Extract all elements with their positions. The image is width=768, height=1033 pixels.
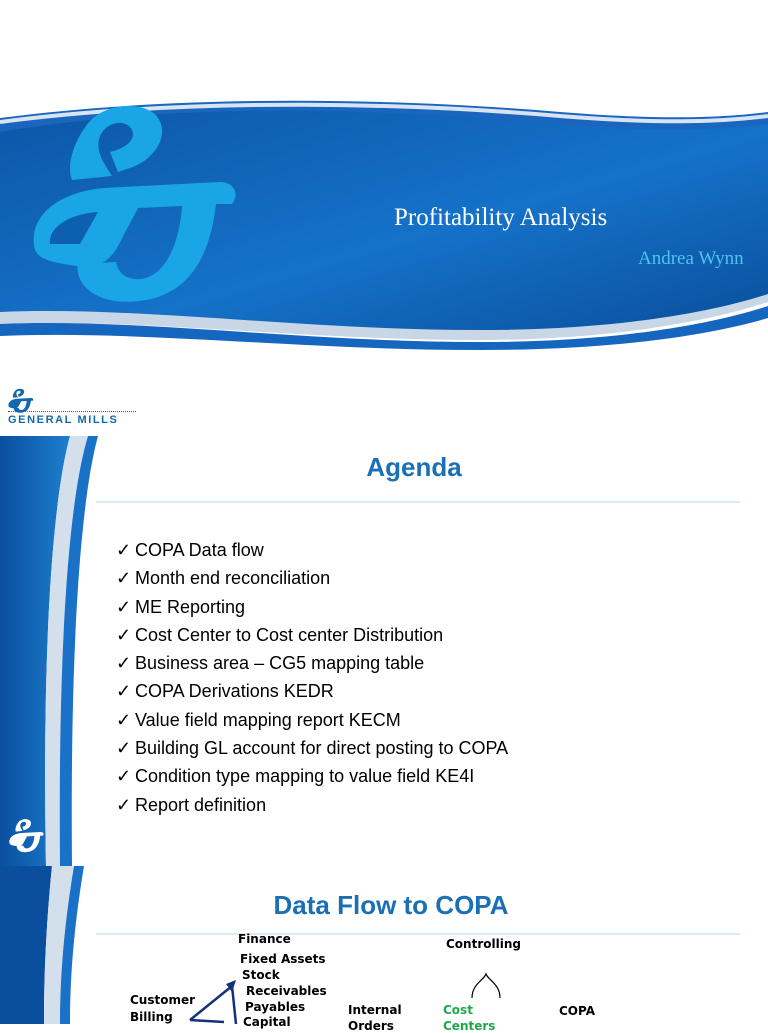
agenda-item: ✓ COPA Derivations KEDR (116, 677, 508, 705)
presentation-title: Profitability Analysis (394, 204, 608, 231)
diagram-label-payables: Payables (245, 1000, 306, 1014)
agenda-item: ✓ COPA Data flow (116, 536, 508, 564)
agenda-item: ✓ Cost Center to Cost center Distribution (116, 621, 508, 649)
diagram-label-centers: Centers (443, 1019, 496, 1033)
checkmark-icon: ✓ (116, 624, 132, 645)
diagram-label-orders: Orders (348, 1019, 394, 1033)
agenda-item: ✓ Month end reconciliation (116, 564, 508, 592)
agenda-item: ✓ ME Reporting (116, 593, 508, 621)
diagram-label-customer: Customer (130, 993, 196, 1007)
data-flow-title: Data Flow to COPA (273, 890, 509, 920)
agenda-title: Agenda (366, 452, 462, 482)
brand-wordmark: GENERAL MILLS (8, 414, 119, 426)
diagram-label-billing: Billing (130, 1010, 173, 1024)
diagram-label-stock: Stock (242, 968, 280, 982)
diagram-label-capital: Capital (243, 1015, 291, 1029)
agenda-item: ✓ Condition type mapping to value field KE4I (116, 762, 508, 790)
checkmark-icon: ✓ (116, 653, 132, 674)
diagram-label-fixed-assets: Fixed Assets (240, 952, 326, 966)
checkmark-icon: ✓ (116, 766, 132, 787)
checkmark-icon: ✓ (116, 794, 132, 815)
flow-arrow-line (232, 986, 236, 1024)
checkmark-icon: ✓ (116, 709, 132, 730)
diagram-label-finance: Finance (238, 932, 291, 946)
presenter-name: Andrea Wynn (638, 248, 744, 269)
diagram-label-copa: COPA (559, 1004, 595, 1018)
controlling-brace-icon (472, 974, 500, 998)
brand-divider (8, 411, 136, 412)
checkmark-icon: ✓ (116, 681, 132, 702)
diagram-label-controlling: Controlling (446, 937, 521, 951)
checkmark-icon: ✓ (116, 540, 132, 560)
diagram-label-receivables: Receivables (246, 984, 327, 998)
title-slide (0, 0, 768, 352)
checkmark-icon: ✓ (116, 738, 132, 759)
diagram-label-internal: Internal (348, 1003, 402, 1017)
agenda-item: ✓ Value field mapping report KECM (116, 706, 508, 734)
flow-arrow-right (190, 1020, 224, 1022)
agenda-list (116, 536, 508, 819)
general-mills-g-footer-icon (6, 816, 50, 856)
checkmark-icon: ✓ (116, 568, 132, 589)
checkmark-icon: ✓ (116, 596, 132, 617)
agenda-item: ✓ Business area – CG5 mapping table (116, 649, 508, 677)
agenda-item: ✓ Building GL account for direct posting to COPA (116, 734, 508, 762)
agenda-item: ✓ Report definition (116, 791, 508, 819)
diagram-label-cost: Cost (443, 1003, 473, 1017)
general-mills-g-logo-icon (14, 96, 274, 316)
flow-arrow-up (190, 986, 232, 1020)
